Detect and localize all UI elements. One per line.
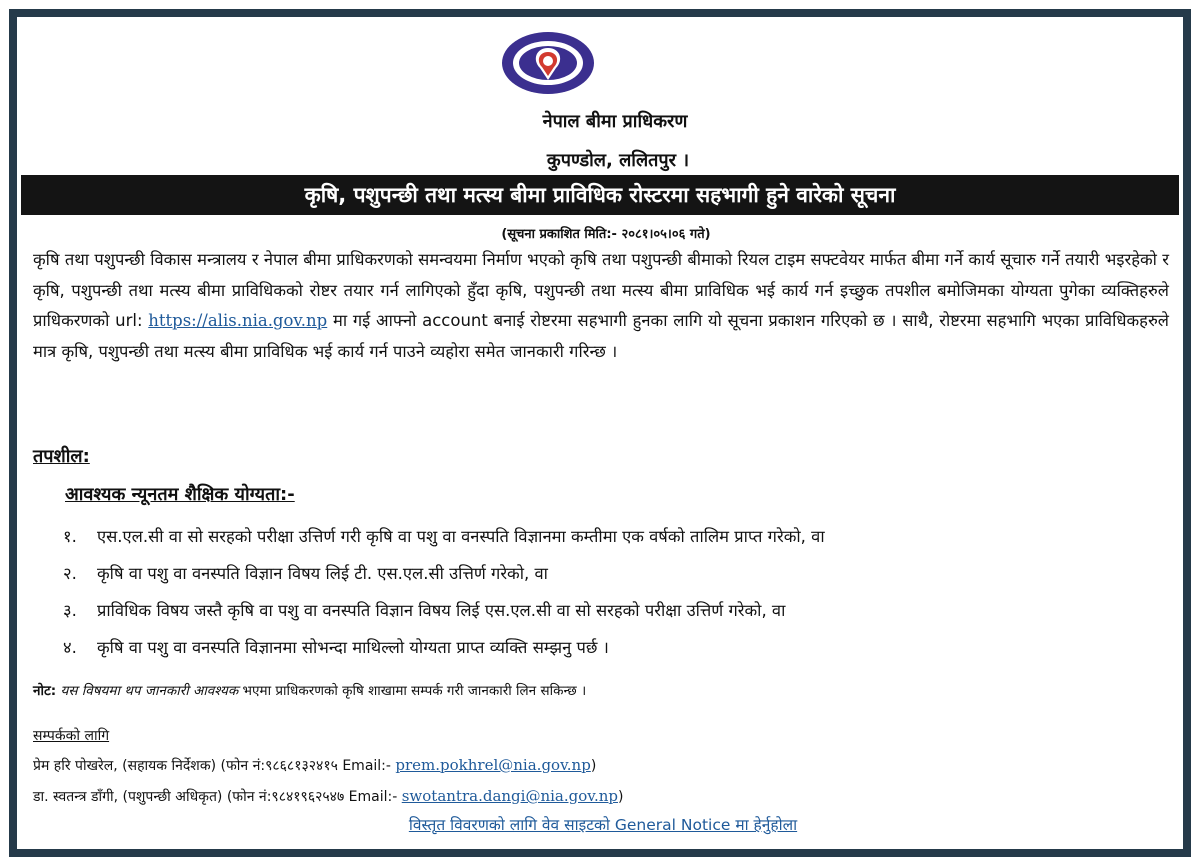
qualification-text: कृषि वा पशु वा वनस्पति विज्ञान विषय लिई टी. एस.एल.सी उत्तिर्ण गरेको, वा (97, 564, 548, 583)
notice-body-part1: कृषि तथा पशुपन्छी विकास मन्त्रालय र नेपाल बीमा प्राधिकरणको समन्वयमा निर्माण भएको कृषि तथा पशुपन्छी बीमाको रियल टाइम सफ्टवेयर मार्फत बीमा गर्ने कार्य सूचारु गर्ने तयारी भइरहेको र कृषि, पशुपन्छी तथा मत्स्य बीमा प्राविधिकको रोष्टर तयार गर्न लागिएको हुँदा कृषि, पशुपन्छी तथा मत्स्य बीमा प्राविधिक भई कार्य गर्न इच्छुक तपशील बमोजिमका योग्यता पुगेका व्यक्तिहरुले प्राधिकरणको url: (33, 250, 1169, 330)
qualification-text: एस.एल.सी वा सो सरहको परीक्षा उत्तिर्ण गरी कृषि वा पशु वा वनस्पति विज्ञानमा कम्तीमा एक वर्षको तालिम प्राप्त गरेको, वा (97, 527, 825, 546)
organization-address: कुपण्डोल, ललितपुर । (546, 150, 690, 171)
note-italic-text: यस विषयमा थप जानकारी आवश्यक (56, 683, 239, 699)
qualification-number: २. (63, 564, 77, 583)
published-date: (सूचना प्रकाशित मिति:- २०८१।०५।०६ गते) (501, 227, 711, 242)
qualification-item (63, 591, 1163, 628)
qualification-number: १. (63, 527, 77, 546)
note-text: भएमा प्राधिकरणको कृषि शाखामा सम्पर्क गरी जानकारी लिन सकिन्छ । (238, 683, 587, 699)
details-heading: तपशील: (33, 446, 90, 467)
notice-title-bar (21, 175, 1179, 215)
qualification-number: ३. (63, 601, 77, 620)
qualification-heading: आवश्यक न्यूनतम शैक्षिक योग्यता:- (65, 484, 295, 505)
note (33, 681, 586, 699)
general-notice-link-text[interactable]: विस्तृत विवरणको लागि वेव साइटको General Notice मा हेर्नुहोला (408, 816, 798, 834)
qualification-item (63, 517, 1163, 554)
alis-url-link[interactable]: https://alis.nia.gov.np (148, 311, 328, 330)
notice-title: कृषि, पशुपन्छी तथा मत्स्य बीमा प्राविधिक रोस्टरमा सहभागी हुने वारेको सूचना (304, 183, 896, 207)
qualification-item (63, 554, 1163, 591)
contact-person (33, 756, 596, 775)
organization-name: नेपाल बीमा प्राधिकरण (542, 111, 688, 132)
contact-person-details: प्रेम हरि पोखरेल, (सहायक निर्देशक) (फोन नं:९८६८१३२४१५ Email:- (33, 758, 396, 774)
qualification-item (63, 628, 1163, 665)
note-label: नोट: (33, 683, 57, 699)
contact-email-link[interactable]: prem.pokhrel@nia.gov.np (395, 756, 591, 774)
contact-person (33, 787, 623, 806)
contact-heading: सम्पर्कको लागि (33, 728, 110, 744)
insurance-authority-logo-icon (500, 30, 596, 96)
qualification-text: प्राविधिक विषय जस्तै कृषि वा पशु वा वनस्पति विज्ञान विषय लिई एस.एल.सी वा सो सरहको परीक्षा उत्तिर्ण गरेको, वा (97, 601, 786, 620)
contact-suffix: ) (590, 758, 597, 774)
notice-body (33, 245, 1169, 367)
notice-body-part2: मा गई आफ्नो account बनाई रोष्टरमा सहभागी हुनका लागि यो सूचना प्रकाशन गरिएको छ । साथै, रोष्टरमा सहभागि भएका प्राविधिकहरुले मात्र कृषि, पशुपन्छी तथा मत्स्य बीमा प्राविधिक भई कार्य गर्न पाउने व्यहोरा समेत जानकारी गरिन्छ । (33, 311, 1169, 361)
notice-frame (9, 9, 1191, 857)
contact-suffix: ) (617, 789, 624, 805)
qualification-list (63, 517, 1163, 665)
qualification-number: ४. (63, 638, 77, 657)
contact-person-details: डा. स्वतन्त्र डाँगी, (पशुपन्छी अधिकृत) (फोन नं:९८४१९६२५४७ Email:- (33, 789, 402, 805)
contact-email-link[interactable]: swotantra.dangi@nia.gov.np (401, 787, 618, 805)
qualification-text: कृषि वा पशु वा वनस्पति विज्ञानमा सोभन्दा माथिल्लो योग्यता प्राप्त व्यक्ति सम्झनु पर्छ । (97, 638, 609, 657)
general-notice-link[interactable] (17, 813, 1183, 835)
